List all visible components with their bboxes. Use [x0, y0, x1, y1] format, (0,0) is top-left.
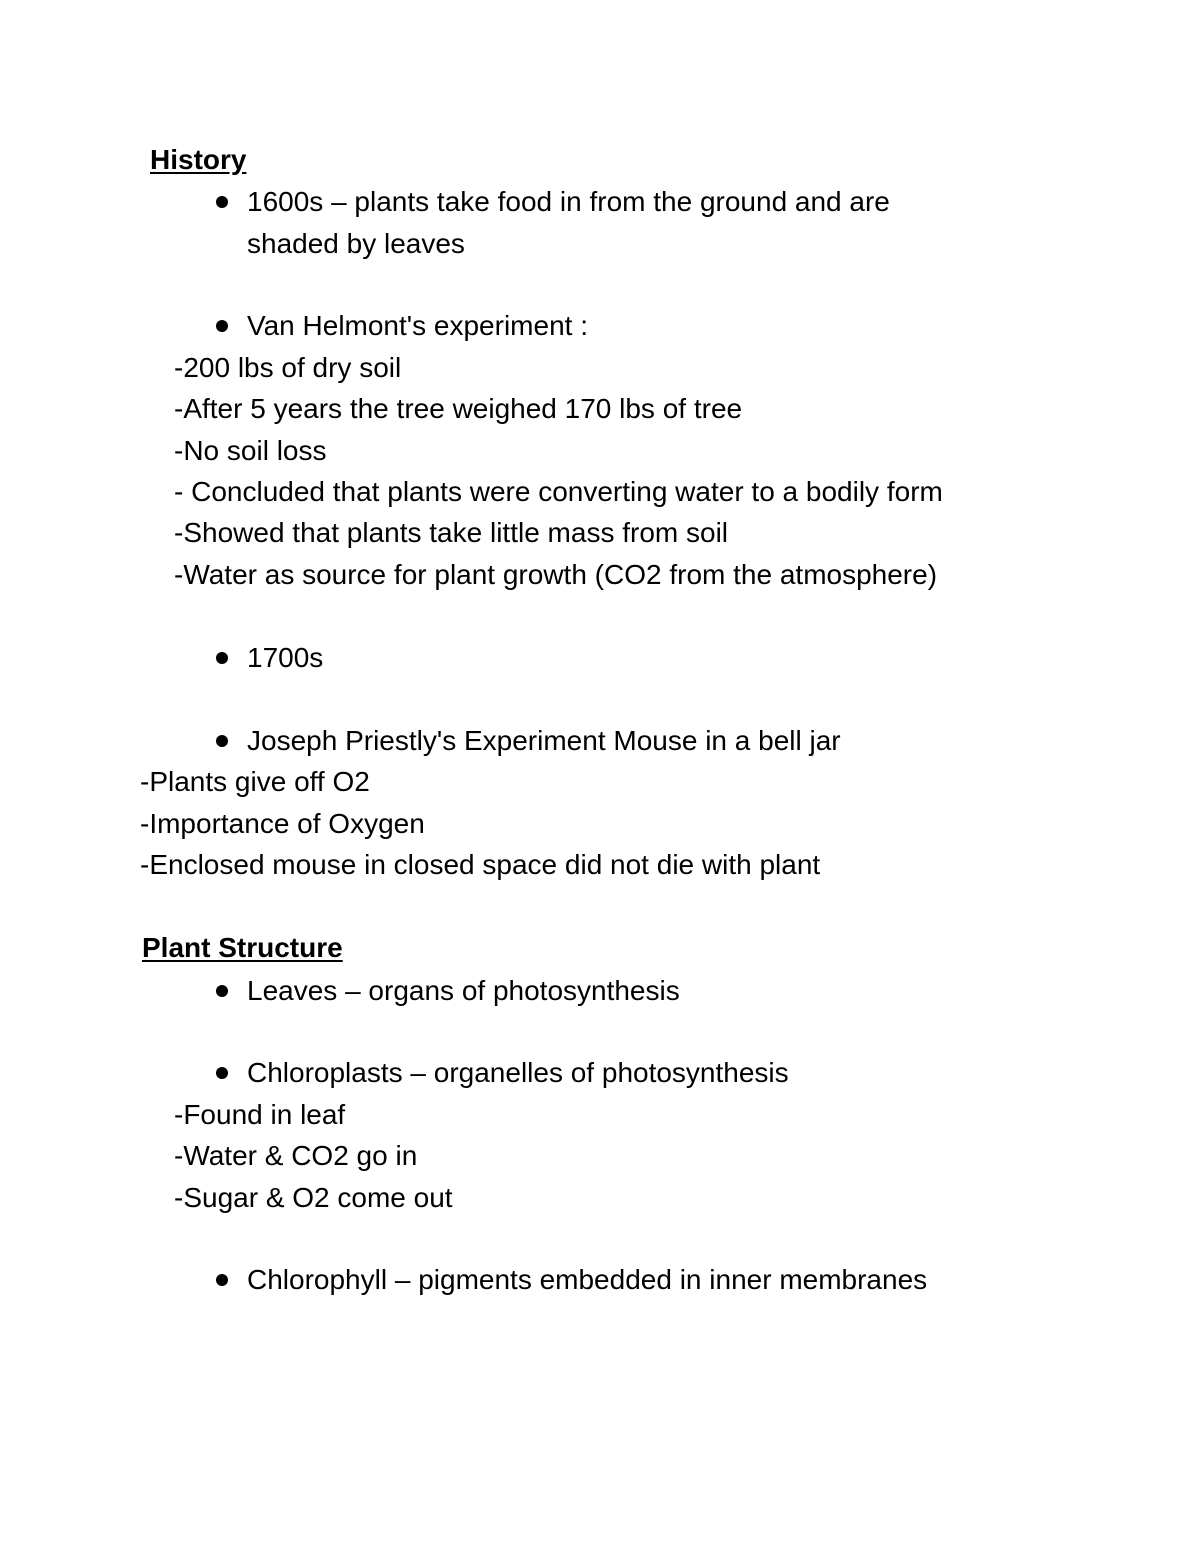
bullet-icon [216, 1067, 228, 1079]
bullet-item: Leaves – organs of photosynthesis [247, 975, 680, 1006]
note-line: -Found in leaf [174, 1099, 346, 1130]
note-line: -Water & CO2 go in [174, 1140, 418, 1171]
bullet-item: Van Helmont's experiment : [247, 310, 588, 341]
note-line: -Enclosed mouse in closed space did not die with plant [140, 849, 821, 880]
bullet-icon [216, 735, 228, 747]
note-line: -Showed that plants take little mass from soil [174, 517, 729, 548]
section-heading-history: History [150, 144, 247, 175]
note-line: -Plants give off O2 [140, 766, 370, 797]
bullet-item: Chloroplasts – organelles of photosynthesis [247, 1057, 789, 1088]
note-line: -Water as source for plant growth (CO2 from the atmosphere) [174, 559, 938, 590]
bullet-item: 1700s [247, 642, 324, 673]
note-line: -Importance of Oxygen [140, 808, 425, 839]
bullet-icon [216, 652, 228, 664]
note-line: -200 lbs of dry soil [174, 352, 402, 383]
bullet-item: 1600s – plants take food in from the ground and are [247, 186, 890, 217]
bullet-item: Chlorophyll – pigments embedded in inner membranes [247, 1264, 928, 1295]
note-line: -No soil loss [174, 435, 327, 466]
note-line: -After 5 years the tree weighed 170 lbs of tree [174, 393, 743, 424]
bullet-icon [216, 320, 228, 332]
bullet-item: Joseph Priestly's Experiment Mouse in a bell jar [247, 725, 841, 756]
bullet-icon [216, 196, 228, 208]
note-line: -Sugar & O2 come out [174, 1182, 453, 1213]
bullet-icon [216, 1274, 228, 1286]
bullet-icon [216, 985, 228, 997]
bullet-item-continuation: shaded by leaves [247, 228, 465, 259]
section-heading-plant-structure: Plant Structure [142, 932, 343, 963]
note-line: - Concluded that plants were converting water to a bodily form [174, 476, 943, 507]
